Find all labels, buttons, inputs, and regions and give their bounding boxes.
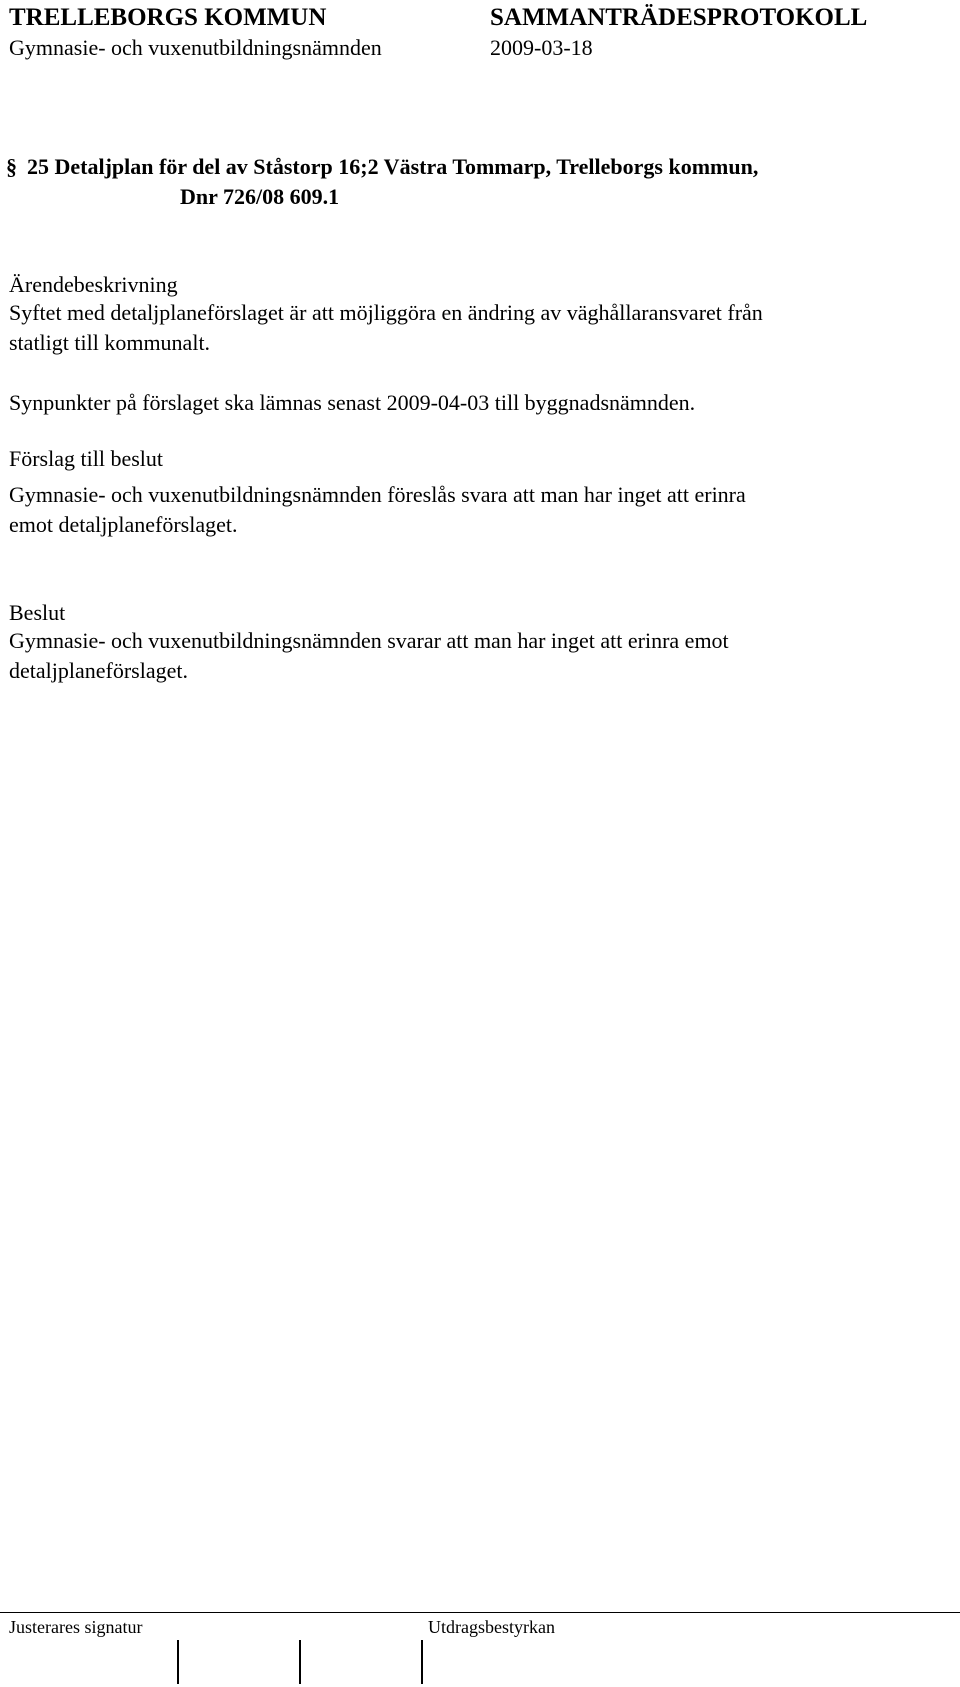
organization-name: TRELLEBORGS KOMMUN bbox=[9, 4, 327, 31]
proposal-line1: Gymnasie- och vuxenutbildningsnämnden föreslås svara att man har inget att erinra bbox=[9, 482, 746, 507]
proposal-line2: emot detaljplaneförslaget. bbox=[9, 512, 238, 537]
proposal-heading: Förslag till beslut bbox=[9, 446, 163, 471]
item-title-line1: 25 Detaljplan för del av Ståstorp 16;2 Västra Tommarp, Trelleborgs kommun, bbox=[27, 154, 759, 179]
item-title-line2: Dnr 726/08 609.1 bbox=[180, 184, 340, 209]
signature-label: Justerares signatur bbox=[9, 1617, 143, 1637]
decision-line2: detaljplaneförslaget. bbox=[9, 658, 188, 683]
footer-divider bbox=[0, 1612, 960, 1613]
decision-line1: Gymnasie- och vuxenutbildningsnämnden svarar att man har inget att erinra emot bbox=[9, 628, 729, 653]
signature-box-divider bbox=[421, 1640, 423, 1684]
certification-label: Utdragsbestyrkan bbox=[428, 1617, 555, 1637]
signature-box-divider bbox=[177, 1640, 179, 1684]
paragraph-symbol-icon: § bbox=[6, 154, 17, 179]
signature-box-divider bbox=[299, 1640, 301, 1684]
description-line2: statligt till kommunalt. bbox=[9, 330, 211, 355]
description-line1: Syftet med detaljplaneförslaget är att möjliggöra en ändring av väghållaransvaret från bbox=[9, 300, 763, 325]
document-type: SAMMANTRÄDESPROTOKOLL bbox=[490, 4, 868, 31]
description-line3: Synpunkter på förslaget ska lämnas senast 2009-04-03 till byggnadsnämnden. bbox=[9, 390, 696, 415]
committee-name: Gymnasie- och vuxenutbildningsnämnden bbox=[9, 35, 382, 60]
description-heading: Ärendebeskrivning bbox=[9, 272, 178, 297]
meeting-date: 2009-03-18 bbox=[490, 35, 593, 60]
decision-heading: Beslut bbox=[9, 600, 66, 625]
